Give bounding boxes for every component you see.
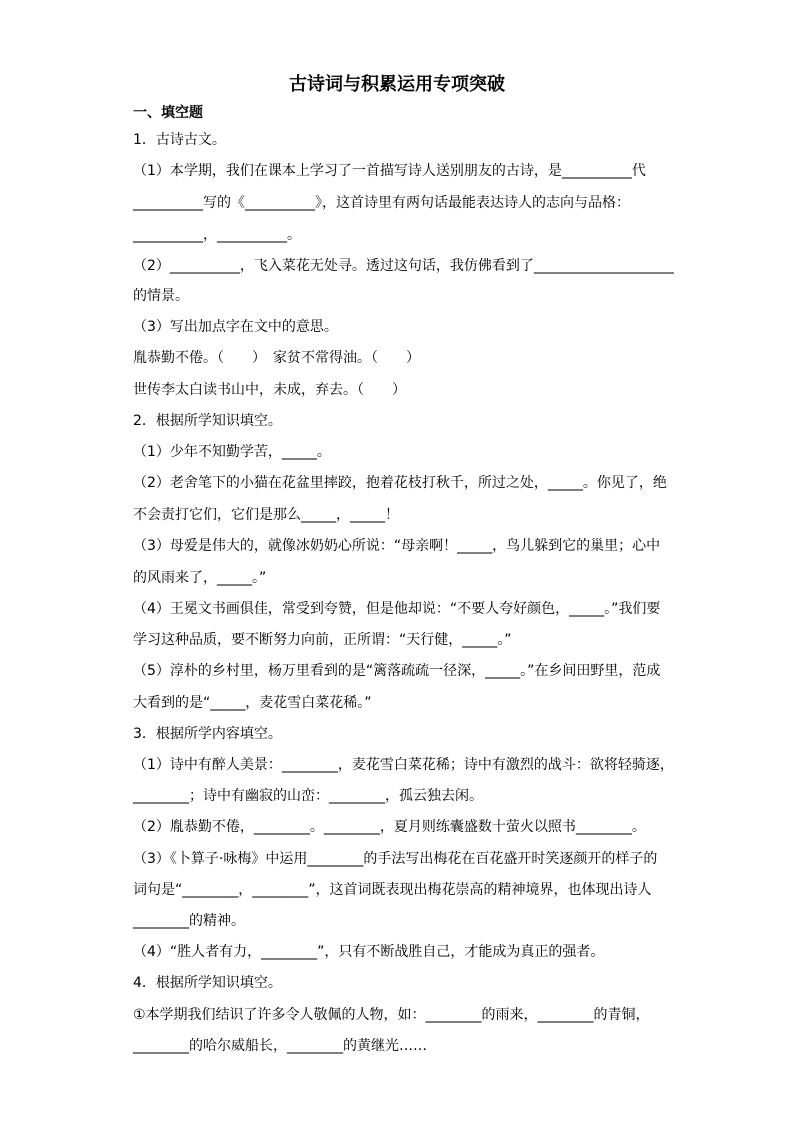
question-line: （1）本学期，我们在课本上学习了一首描写诗人送别朋友的古诗，是__________代	[133, 163, 646, 179]
question-line: （3）《卜算子·咏梅》中运用________的手法写出梅花在百花盛开时笑逐颜开的样子的	[133, 851, 658, 867]
question-line: （2）__________，飞入菜花无处寻。透过这句话，我仿佛看到了____________________	[133, 258, 674, 274]
question-line: 不会责打它们，它们是那么_____，_____！	[133, 507, 399, 523]
question-line: （3）母爱是伟大的，就像冰奶奶心所说：“母亲啊！_____，鸟儿躲到它的巢里；心中	[133, 538, 661, 554]
question-line: ________的哈尔威船长，________的黄继光……	[133, 1038, 427, 1054]
question-line: __________，__________。	[133, 227, 301, 243]
question-line: 胤恭勤不倦。（ ） 家贫不常得油。（ ）	[133, 350, 420, 366]
section-heading: 一、填空题	[133, 105, 203, 121]
document-title: 古诗词与积累运用专项突破	[289, 74, 505, 95]
question-line: （1）诗中有醉人美景：________，麦花雪白菜花稀；诗中有激烈的战斗：欲将轻骑逐，	[133, 757, 674, 773]
question-line: （4）“胜人者有力，________”，只有不断战胜自己，才能成为真正的强者。	[133, 944, 605, 960]
question-line: （4）王冕文书画俱佳，常受到夸赞，但是他却说：“不要人夸好颜色，_____。”我们要	[133, 601, 661, 617]
question-line: 大看到的是“_____，麦花雪白菜花稀。”	[133, 695, 372, 711]
question-line: 词句是“________，________”，这首词既表现出梅花崇高的精神境界，也体现出诗人	[133, 882, 652, 898]
question-line: 的情景。	[133, 288, 189, 304]
question-1-heading: 1．古诗古文。	[133, 132, 226, 148]
question-line: 学习这种品质，要不断努力向前，正所谓：“天行健，_____。”	[133, 632, 512, 648]
question-3-heading: 3．根据所学内容填空。	[133, 726, 282, 742]
question-line: 的风雨来了，_____。”	[133, 570, 267, 586]
question-line: （2）胤恭勤不倦，________。________，夏月则练囊盛数十萤火以照书________。	[133, 819, 646, 835]
question-line: 世传李太白读书山中，未成，弃去。（ ）	[133, 382, 406, 398]
question-2-heading: 2．根据所学知识填空。	[133, 413, 282, 429]
question-line: （3）写出加点字在文中的意思。	[133, 319, 338, 335]
question-line: （1）少年不知勤学苦，_____。	[133, 444, 331, 460]
question-line: （2）老舍笔下的小猫在花盆里摔跤，抱着花枝打秋千，所过之处，_____。你见了，绝	[133, 475, 667, 491]
question-line: ________的精神。	[133, 913, 245, 929]
question-4-heading: 4．根据所学知识填空。	[133, 975, 282, 991]
question-line: ①本学期我们结识了许多令人敬佩的人物，如：________的雨来，________的青铜，	[133, 1007, 650, 1023]
question-line: ________；诗中有幽寂的山峦：________，孤云独去闲。	[133, 788, 483, 804]
question-line: （5）淳朴的乡村里，杨万里看到的是“篱落疏疏一径深，_____。”在乡间田野里，范成	[133, 663, 661, 679]
question-line: __________写的《__________》，这首诗里有两句话最能表达诗人的志向与品格：	[133, 195, 630, 211]
